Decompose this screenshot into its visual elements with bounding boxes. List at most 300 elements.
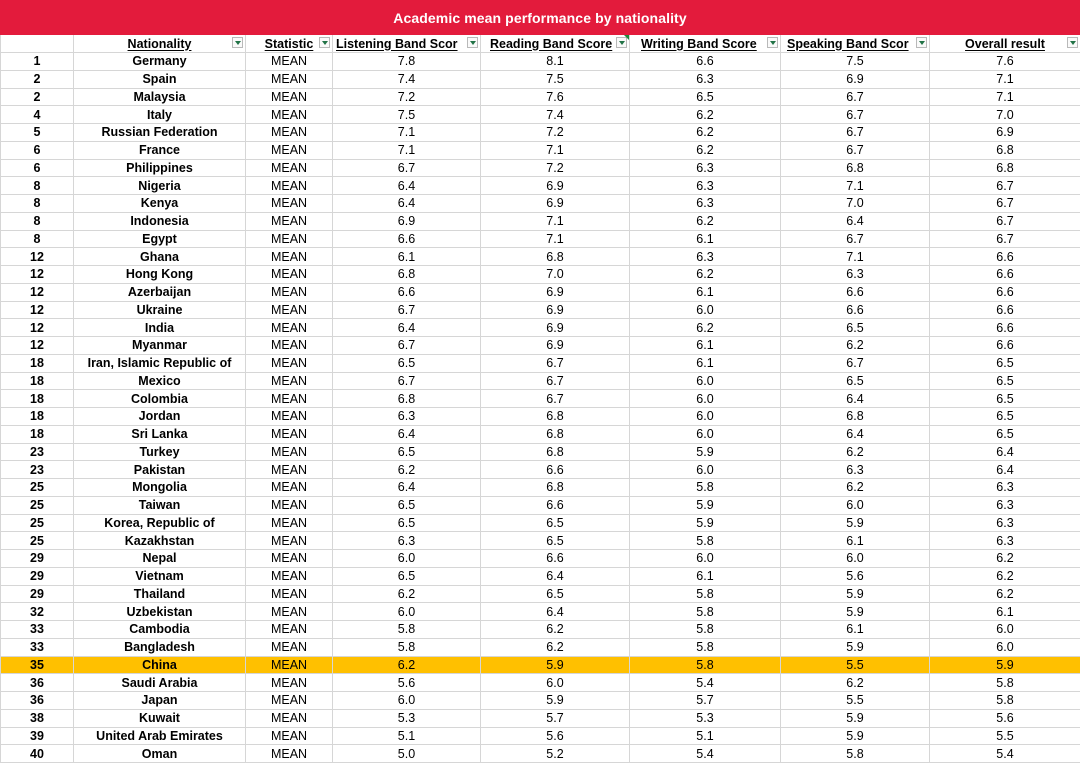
speaking-score-cell[interactable]: 6.7 [781,124,930,142]
overall-result-cell[interactable]: 6.4 [930,461,1080,479]
reading-score-cell[interactable]: 6.2 [481,621,630,639]
overall-result-cell[interactable]: 5.8 [930,674,1080,692]
rank-cell[interactable]: 18 [1,354,74,372]
nationality-cell[interactable]: Pakistan [74,461,246,479]
speaking-score-cell[interactable]: 6.8 [781,159,930,177]
rank-cell[interactable]: 12 [1,319,74,337]
statistic-cell[interactable]: MEAN [246,638,333,656]
listening-score-cell[interactable]: 5.6 [333,674,481,692]
rank-cell[interactable]: 6 [1,141,74,159]
filter-dropdown-icon[interactable] [1067,37,1078,48]
overall-result-cell[interactable]: 6.7 [930,195,1080,213]
overall-result-cell[interactable]: 6.6 [930,266,1080,284]
speaking-score-cell[interactable]: 5.6 [781,567,930,585]
listening-score-cell[interactable]: 6.7 [333,301,481,319]
statistic-cell[interactable]: MEAN [246,53,333,71]
reading-score-cell[interactable]: 6.8 [481,425,630,443]
listening-score-cell[interactable]: 7.1 [333,124,481,142]
nationality-cell[interactable]: Philippines [74,159,246,177]
rank-cell[interactable]: 18 [1,425,74,443]
rank-cell[interactable]: 40 [1,745,74,763]
overall-result-cell[interactable]: 6.3 [930,532,1080,550]
rank-cell[interactable]: 25 [1,514,74,532]
nationality-cell[interactable]: Saudi Arabia [74,674,246,692]
nationality-cell[interactable]: Jordan [74,408,246,426]
writing-score-cell[interactable]: 6.5 [630,88,781,106]
statistic-cell[interactable]: MEAN [246,443,333,461]
listening-score-cell[interactable]: 5.1 [333,727,481,745]
nationality-cell[interactable]: Spain [74,70,246,88]
overall-result-cell[interactable]: 6.0 [930,638,1080,656]
filter-dropdown-icon[interactable] [767,37,778,48]
speaking-score-cell[interactable]: 6.2 [781,479,930,497]
speaking-score-cell[interactable]: 6.2 [781,443,930,461]
statistic-cell[interactable]: MEAN [246,141,333,159]
speaking-score-cell[interactable]: 6.5 [781,372,930,390]
speaking-score-cell[interactable]: 5.9 [781,603,930,621]
nationality-cell[interactable]: Azerbaijan [74,283,246,301]
overall-result-cell[interactable]: 6.3 [930,514,1080,532]
reading-score-cell[interactable]: 7.0 [481,266,630,284]
rank-cell[interactable]: 4 [1,106,74,124]
writing-score-cell[interactable]: 6.0 [630,408,781,426]
rank-cell[interactable]: 8 [1,212,74,230]
speaking-score-cell[interactable]: 6.4 [781,425,930,443]
listening-score-cell[interactable]: 6.2 [333,656,481,674]
rank-cell[interactable]: 12 [1,337,74,355]
speaking-score-cell[interactable]: 5.8 [781,745,930,763]
reading-score-cell[interactable]: 6.9 [481,283,630,301]
reading-score-cell[interactable]: 6.4 [481,603,630,621]
statistic-cell[interactable]: MEAN [246,603,333,621]
writing-score-cell[interactable]: 6.3 [630,177,781,195]
speaking-score-cell[interactable]: 7.1 [781,248,930,266]
writing-score-cell[interactable]: 5.3 [630,709,781,727]
statistic-cell[interactable]: MEAN [246,514,333,532]
reading-score-cell[interactable]: 6.4 [481,567,630,585]
listening-score-cell[interactable]: 6.5 [333,567,481,585]
statistic-cell[interactable]: MEAN [246,479,333,497]
reading-score-cell[interactable]: 5.2 [481,745,630,763]
writing-score-cell[interactable]: 6.3 [630,248,781,266]
writing-score-cell[interactable]: 6.1 [630,283,781,301]
rank-cell[interactable]: 12 [1,248,74,266]
speaking-score-cell[interactable]: 6.9 [781,70,930,88]
listening-score-cell[interactable]: 6.4 [333,319,481,337]
writing-score-cell[interactable]: 6.0 [630,550,781,568]
overall-result-cell[interactable]: 7.6 [930,53,1080,71]
listening-score-cell[interactable]: 6.4 [333,195,481,213]
filter-dropdown-icon[interactable] [916,37,927,48]
reading-score-cell[interactable]: 7.4 [481,106,630,124]
speaking-score-cell[interactable]: 5.9 [781,638,930,656]
overall-result-cell[interactable]: 6.7 [930,177,1080,195]
writing-score-cell[interactable]: 6.0 [630,301,781,319]
reading-score-cell[interactable]: 6.5 [481,532,630,550]
reading-score-cell[interactable]: 6.8 [481,443,630,461]
listening-score-cell[interactable]: 6.1 [333,248,481,266]
overall-result-cell[interactable]: 6.6 [930,301,1080,319]
overall-result-cell[interactable]: 5.5 [930,727,1080,745]
nationality-cell[interactable]: Mexico [74,372,246,390]
listening-score-cell[interactable]: 6.7 [333,337,481,355]
listening-score-cell[interactable]: 6.8 [333,266,481,284]
rank-cell[interactable]: 23 [1,461,74,479]
writing-score-cell[interactable]: 5.8 [630,585,781,603]
writing-score-cell[interactable]: 6.6 [630,53,781,71]
overall-result-cell[interactable]: 6.9 [930,124,1080,142]
listening-score-cell[interactable]: 7.1 [333,141,481,159]
listening-score-cell[interactable]: 6.5 [333,514,481,532]
overall-result-cell[interactable]: 6.6 [930,337,1080,355]
rank-cell[interactable]: 18 [1,372,74,390]
rank-cell[interactable]: 25 [1,479,74,497]
writing-score-cell[interactable]: 6.1 [630,567,781,585]
reading-score-cell[interactable]: 7.2 [481,124,630,142]
listening-score-cell[interactable]: 6.9 [333,212,481,230]
overall-result-cell[interactable]: 6.5 [930,408,1080,426]
nationality-cell[interactable]: United Arab Emirates [74,727,246,745]
reading-score-cell[interactable]: 6.6 [481,461,630,479]
reading-score-cell[interactable]: 6.9 [481,337,630,355]
statistic-cell[interactable]: MEAN [246,674,333,692]
nationality-cell[interactable]: Germany [74,53,246,71]
listening-score-cell[interactable]: 5.8 [333,621,481,639]
overall-result-cell[interactable]: 6.6 [930,248,1080,266]
reading-score-cell[interactable]: 7.6 [481,88,630,106]
nationality-cell[interactable]: Turkey [74,443,246,461]
writing-score-cell[interactable]: 6.2 [630,319,781,337]
filter-dropdown-icon[interactable] [232,37,243,48]
header-reading[interactable] [481,35,630,53]
rank-cell[interactable]: 25 [1,532,74,550]
header-statistic[interactable] [246,35,333,53]
statistic-cell[interactable]: MEAN [246,496,333,514]
statistic-cell[interactable]: MEAN [246,390,333,408]
statistic-cell[interactable]: MEAN [246,319,333,337]
statistic-cell[interactable]: MEAN [246,230,333,248]
listening-score-cell[interactable]: 6.0 [333,550,481,568]
header-writing[interactable] [630,35,781,53]
listening-score-cell[interactable]: 6.6 [333,283,481,301]
statistic-cell[interactable]: MEAN [246,354,333,372]
reading-score-cell[interactable]: 6.9 [481,301,630,319]
listening-score-cell[interactable]: 6.4 [333,177,481,195]
nationality-cell[interactable]: India [74,319,246,337]
reading-score-cell[interactable]: 6.7 [481,390,630,408]
rank-cell[interactable]: 2 [1,70,74,88]
nationality-cell[interactable]: Russian Federation [74,124,246,142]
writing-score-cell[interactable]: 5.8 [630,621,781,639]
nationality-cell[interactable]: Ghana [74,248,246,266]
writing-score-cell[interactable]: 5.7 [630,692,781,710]
header-nationality[interactable] [74,35,246,53]
reading-score-cell[interactable]: 5.9 [481,656,630,674]
writing-score-cell[interactable]: 6.2 [630,141,781,159]
speaking-score-cell[interactable]: 6.8 [781,408,930,426]
rank-cell[interactable]: 8 [1,195,74,213]
overall-result-cell[interactable]: 5.9 [930,656,1080,674]
rank-cell[interactable]: 1 [1,53,74,71]
header-listening[interactable] [333,35,481,53]
statistic-cell[interactable]: MEAN [246,337,333,355]
statistic-cell[interactable]: MEAN [246,745,333,763]
overall-result-cell[interactable]: 6.3 [930,479,1080,497]
statistic-cell[interactable]: MEAN [246,621,333,639]
statistic-cell[interactable]: MEAN [246,727,333,745]
reading-score-cell[interactable]: 6.5 [481,585,630,603]
nationality-cell[interactable]: Nigeria [74,177,246,195]
statistic-cell[interactable]: MEAN [246,372,333,390]
statistic-cell[interactable]: MEAN [246,248,333,266]
writing-score-cell[interactable]: 5.4 [630,674,781,692]
speaking-score-cell[interactable]: 6.6 [781,301,930,319]
listening-score-cell[interactable]: 7.5 [333,106,481,124]
listening-score-cell[interactable]: 5.3 [333,709,481,727]
nationality-cell[interactable]: Uzbekistan [74,603,246,621]
rank-cell[interactable]: 23 [1,443,74,461]
header-speaking[interactable] [781,35,930,53]
overall-result-cell[interactable]: 6.5 [930,354,1080,372]
writing-score-cell[interactable]: 6.1 [630,337,781,355]
statistic-cell[interactable]: MEAN [246,124,333,142]
nationality-cell[interactable]: Egypt [74,230,246,248]
speaking-score-cell[interactable]: 7.5 [781,53,930,71]
speaking-score-cell[interactable]: 5.9 [781,709,930,727]
overall-result-cell[interactable]: 6.7 [930,212,1080,230]
statistic-cell[interactable]: MEAN [246,212,333,230]
nationality-cell[interactable]: Korea, Republic of [74,514,246,532]
speaking-score-cell[interactable]: 6.7 [781,141,930,159]
header-overall[interactable] [930,35,1080,53]
reading-score-cell[interactable]: 6.5 [481,514,630,532]
reading-score-cell[interactable]: 6.9 [481,319,630,337]
listening-score-cell[interactable]: 6.5 [333,443,481,461]
listening-score-cell[interactable]: 6.3 [333,408,481,426]
listening-score-cell[interactable]: 6.5 [333,496,481,514]
statistic-cell[interactable]: MEAN [246,266,333,284]
rank-cell[interactable]: 12 [1,283,74,301]
writing-score-cell[interactable]: 6.1 [630,354,781,372]
reading-score-cell[interactable]: 6.0 [481,674,630,692]
nationality-cell[interactable]: Ukraine [74,301,246,319]
overall-result-cell[interactable]: 5.6 [930,709,1080,727]
listening-score-cell[interactable]: 6.3 [333,532,481,550]
overall-result-cell[interactable]: 6.5 [930,390,1080,408]
nationality-cell[interactable]: Myanmar [74,337,246,355]
rank-cell[interactable]: 29 [1,567,74,585]
statistic-cell[interactable]: MEAN [246,301,333,319]
statistic-cell[interactable]: MEAN [246,709,333,727]
reading-score-cell[interactable]: 6.2 [481,638,630,656]
speaking-score-cell[interactable]: 6.7 [781,354,930,372]
speaking-score-cell[interactable]: 7.0 [781,195,930,213]
reading-score-cell[interactable]: 6.8 [481,479,630,497]
reading-score-cell[interactable]: 7.1 [481,141,630,159]
overall-result-cell[interactable]: 7.1 [930,88,1080,106]
nationality-cell[interactable]: Colombia [74,390,246,408]
overall-result-cell[interactable]: 6.0 [930,621,1080,639]
speaking-score-cell[interactable]: 5.9 [781,585,930,603]
overall-result-cell[interactable]: 6.3 [930,496,1080,514]
nationality-cell[interactable]: Indonesia [74,212,246,230]
writing-score-cell[interactable]: 5.4 [630,745,781,763]
writing-score-cell[interactable]: 6.0 [630,372,781,390]
reading-score-cell[interactable]: 6.6 [481,496,630,514]
reading-score-cell[interactable]: 6.9 [481,195,630,213]
overall-result-cell[interactable]: 6.2 [930,585,1080,603]
listening-score-cell[interactable]: 7.8 [333,53,481,71]
writing-score-cell[interactable]: 5.8 [630,603,781,621]
reading-score-cell[interactable]: 5.9 [481,692,630,710]
statistic-cell[interactable]: MEAN [246,159,333,177]
writing-score-cell[interactable]: 6.0 [630,461,781,479]
listening-score-cell[interactable]: 6.0 [333,692,481,710]
statistic-cell[interactable]: MEAN [246,70,333,88]
speaking-score-cell[interactable]: 5.5 [781,656,930,674]
writing-score-cell[interactable]: 5.9 [630,514,781,532]
speaking-score-cell[interactable]: 6.3 [781,266,930,284]
speaking-score-cell[interactable]: 5.9 [781,514,930,532]
nationality-cell[interactable]: Vietnam [74,567,246,585]
rank-cell[interactable]: 25 [1,496,74,514]
statistic-cell[interactable]: MEAN [246,106,333,124]
writing-score-cell[interactable]: 6.3 [630,70,781,88]
overall-result-cell[interactable]: 6.8 [930,159,1080,177]
rank-cell[interactable]: 36 [1,674,74,692]
statistic-cell[interactable]: MEAN [246,195,333,213]
writing-score-cell[interactable]: 6.2 [630,266,781,284]
rank-cell[interactable]: 29 [1,550,74,568]
overall-result-cell[interactable]: 6.6 [930,319,1080,337]
nationality-cell[interactable]: Thailand [74,585,246,603]
speaking-score-cell[interactable]: 7.1 [781,177,930,195]
reading-score-cell[interactable]: 6.7 [481,372,630,390]
speaking-score-cell[interactable]: 6.7 [781,230,930,248]
rank-cell[interactable]: 18 [1,390,74,408]
overall-result-cell[interactable]: 7.1 [930,70,1080,88]
writing-score-cell[interactable]: 5.1 [630,727,781,745]
writing-score-cell[interactable]: 6.1 [630,230,781,248]
writing-score-cell[interactable]: 5.8 [630,656,781,674]
reading-score-cell[interactable]: 6.7 [481,354,630,372]
overall-result-cell[interactable]: 6.8 [930,141,1080,159]
reading-score-cell[interactable]: 8.1 [481,53,630,71]
statistic-cell[interactable]: MEAN [246,283,333,301]
statistic-cell[interactable]: MEAN [246,461,333,479]
rank-cell[interactable]: 32 [1,603,74,621]
overall-result-cell[interactable]: 6.6 [930,283,1080,301]
listening-score-cell[interactable]: 6.5 [333,354,481,372]
nationality-cell[interactable]: Oman [74,745,246,763]
writing-score-cell[interactable]: 5.8 [630,479,781,497]
speaking-score-cell[interactable]: 5.9 [781,727,930,745]
rank-cell[interactable]: 2 [1,88,74,106]
nationality-cell[interactable]: Nepal [74,550,246,568]
rank-cell[interactable]: 36 [1,692,74,710]
rank-cell[interactable]: 5 [1,124,74,142]
rank-cell[interactable]: 29 [1,585,74,603]
speaking-score-cell[interactable]: 6.5 [781,319,930,337]
rank-cell[interactable]: 18 [1,408,74,426]
rank-cell[interactable]: 38 [1,709,74,727]
writing-score-cell[interactable]: 6.2 [630,212,781,230]
listening-score-cell[interactable]: 6.2 [333,461,481,479]
reading-score-cell[interactable]: 5.7 [481,709,630,727]
filter-dropdown-icon[interactable] [319,37,330,48]
speaking-score-cell[interactable]: 6.4 [781,212,930,230]
writing-score-cell[interactable]: 5.8 [630,638,781,656]
nationality-cell[interactable]: Hong Kong [74,266,246,284]
statistic-cell[interactable]: MEAN [246,585,333,603]
overall-result-cell[interactable]: 6.5 [930,425,1080,443]
listening-score-cell[interactable]: 6.8 [333,390,481,408]
reading-score-cell[interactable]: 6.9 [481,177,630,195]
statistic-cell[interactable]: MEAN [246,408,333,426]
overall-result-cell[interactable]: 6.1 [930,603,1080,621]
reading-score-cell[interactable]: 7.5 [481,70,630,88]
writing-score-cell[interactable]: 5.8 [630,532,781,550]
overall-result-cell[interactable]: 6.4 [930,443,1080,461]
rank-cell[interactable]: 35 [1,656,74,674]
listening-score-cell[interactable]: 6.7 [333,372,481,390]
rank-cell[interactable]: 33 [1,638,74,656]
writing-score-cell[interactable]: 5.9 [630,496,781,514]
statistic-cell[interactable]: MEAN [246,550,333,568]
reading-score-cell[interactable]: 6.8 [481,248,630,266]
speaking-score-cell[interactable]: 6.4 [781,390,930,408]
nationality-cell[interactable]: Cambodia [74,621,246,639]
speaking-score-cell[interactable]: 6.1 [781,621,930,639]
nationality-cell[interactable]: Sri Lanka [74,425,246,443]
writing-score-cell[interactable]: 6.3 [630,159,781,177]
nationality-cell[interactable]: China [74,656,246,674]
reading-score-cell[interactable]: 6.8 [481,408,630,426]
overall-result-cell[interactable]: 6.5 [930,372,1080,390]
listening-score-cell[interactable]: 6.4 [333,425,481,443]
overall-result-cell[interactable]: 6.2 [930,567,1080,585]
statistic-cell[interactable]: MEAN [246,532,333,550]
statistic-cell[interactable]: MEAN [246,656,333,674]
overall-result-cell[interactable]: 5.8 [930,692,1080,710]
writing-score-cell[interactable]: 5.9 [630,443,781,461]
reading-score-cell[interactable]: 7.2 [481,159,630,177]
overall-result-cell[interactable]: 6.2 [930,550,1080,568]
speaking-score-cell[interactable]: 6.7 [781,106,930,124]
filter-dropdown-icon[interactable] [467,37,478,48]
reading-score-cell[interactable]: 7.1 [481,230,630,248]
nationality-cell[interactable]: Bangladesh [74,638,246,656]
speaking-score-cell[interactable]: 5.5 [781,692,930,710]
speaking-score-cell[interactable]: 6.7 [781,88,930,106]
speaking-score-cell[interactable]: 6.2 [781,337,930,355]
nationality-cell[interactable]: Iran, Islamic Republic of [74,354,246,372]
rank-cell[interactable]: 6 [1,159,74,177]
nationality-cell[interactable]: Kuwait [74,709,246,727]
speaking-score-cell[interactable]: 6.6 [781,283,930,301]
listening-score-cell[interactable]: 6.4 [333,479,481,497]
overall-result-cell[interactable]: 5.4 [930,745,1080,763]
writing-score-cell[interactable]: 6.0 [630,425,781,443]
rank-cell[interactable]: 12 [1,266,74,284]
rank-cell[interactable]: 12 [1,301,74,319]
speaking-score-cell[interactable]: 6.2 [781,674,930,692]
speaking-score-cell[interactable]: 6.0 [781,496,930,514]
rank-cell[interactable]: 8 [1,177,74,195]
rank-cell[interactable]: 8 [1,230,74,248]
nationality-cell[interactable]: Kenya [74,195,246,213]
speaking-score-cell[interactable]: 6.3 [781,461,930,479]
